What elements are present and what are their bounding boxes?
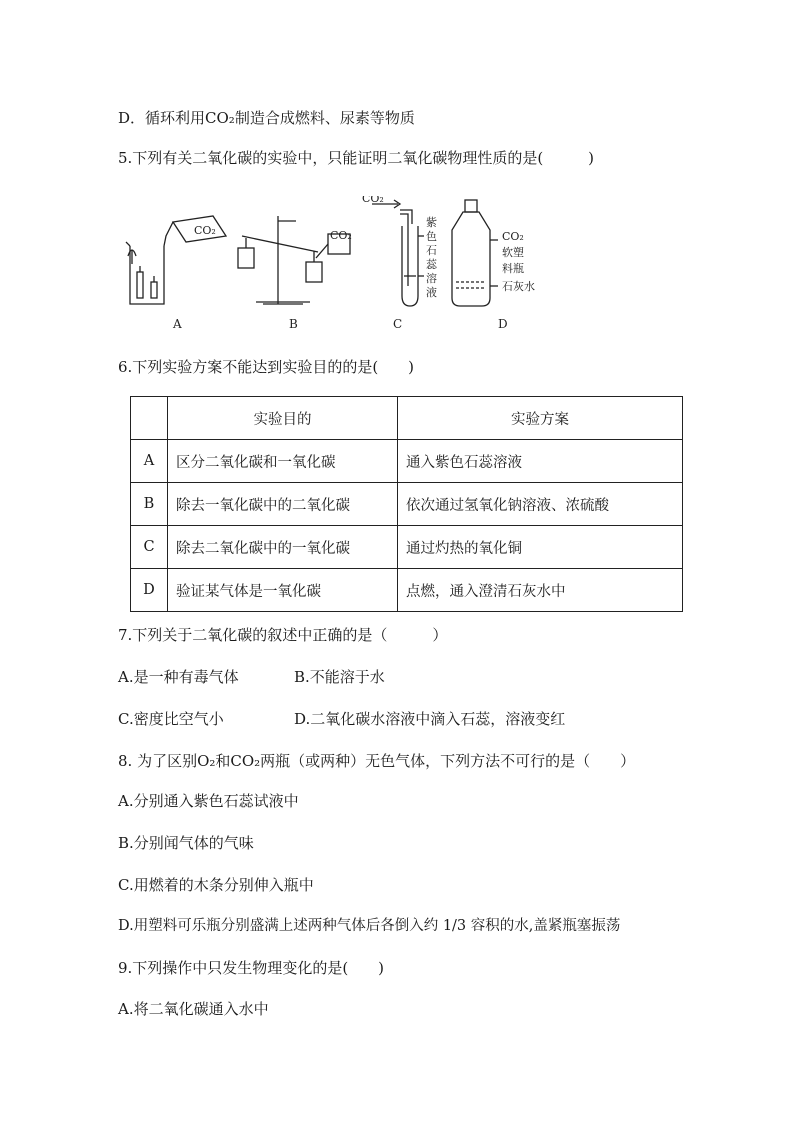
q6-stem: 6.下列实验方案不能达到实验目的的是( )	[118, 358, 415, 376]
c-side-label-4: 溶	[426, 272, 437, 285]
label-a: A	[173, 317, 182, 331]
table-cell: 除去一氧化碳中的二氧化碳	[168, 483, 398, 526]
q7-stem: 7.下列关于二氧化碳的叙述中正确的是（ ）	[118, 626, 448, 644]
q7-option-a: A.是一种有毒气体	[118, 668, 239, 686]
apparatus-c	[372, 200, 424, 306]
table-cell: 区分二氧化碳和一氧化碳	[168, 440, 398, 483]
q8-option-a: A.分别通入紫色石蕊试液中	[118, 792, 299, 810]
q8-option-b: B.分别闻气体的气味	[118, 834, 254, 852]
table-header-row	[131, 397, 683, 440]
d-lime-label: 石灰水	[502, 280, 535, 293]
table-cell: 点燃，通入澄清石灰水中	[398, 569, 683, 612]
q5-apparatus-diagram	[118, 196, 558, 336]
table-header-cell: 实验目的	[168, 397, 398, 440]
co2-label-c: CO₂	[362, 196, 384, 205]
q8-stem: 8. 为了区别O₂和CO₂两瓶（或两种）无色气体，下列方法不可行的是（ ）	[118, 752, 636, 770]
table-cell: 通过灼热的氧化铜	[398, 526, 683, 569]
table-cell: A	[131, 440, 168, 483]
table-cell: D	[131, 569, 168, 612]
c-side-label-0: 紫	[426, 216, 437, 229]
table-row	[131, 440, 683, 483]
table-cell: 验证某气体是一氧化碳	[168, 569, 398, 612]
table-cell: 依次通过氢氧化钠溶液、浓硫酸	[398, 483, 683, 526]
c-side-label-2: 石	[426, 244, 437, 257]
q6-table	[130, 396, 683, 612]
d-co2-label: CO₂	[502, 230, 524, 243]
q7-option-d: D.二氧化碳水溶液中滴入石蕊，溶液变红	[294, 710, 566, 728]
q4-option-d: D．循环利用CO₂制造合成燃料、尿素等物质	[118, 109, 415, 127]
apparatus-d	[452, 200, 498, 306]
q9-stem: 9.下列操作中只发生物理变化的是( )	[118, 959, 385, 977]
table-cell: C	[131, 526, 168, 569]
table-cell: 除去二氧化碳中的一氧化碳	[168, 526, 398, 569]
label-c: C	[393, 317, 403, 331]
q7-option-b: B.不能溶于水	[294, 668, 385, 686]
co2-label-b: CO₂	[330, 229, 352, 242]
q5-stem: 5.下列有关二氧化碳的实验中，只能证明二氧化碳物理性质的是( )	[118, 149, 595, 167]
c-side-label-1: 色	[426, 230, 437, 243]
table-header-cell	[131, 397, 168, 440]
table-row	[131, 483, 683, 526]
table-row	[131, 569, 683, 612]
q8-option-d: D.用塑料可乐瓶分别盛满上述两种气体后各倒入约 1/3 容积的水,盖紧瓶塞振荡	[118, 918, 621, 934]
d-bottle-label-1: 料瓶	[502, 262, 524, 275]
table-cell: 通入紫色石蕊溶液	[398, 440, 683, 483]
q7-option-c: C.密度比空气小	[118, 710, 224, 728]
table-row	[131, 526, 683, 569]
q9-option-a: A.将二氧化碳通入水中	[118, 1000, 269, 1018]
label-b: B	[289, 317, 298, 331]
label-d: D	[498, 317, 508, 331]
c-side-label-3: 蕊	[426, 258, 437, 271]
co2-label-a: CO₂	[194, 224, 216, 237]
q8-option-c: C.用燃着的木条分别伸入瓶中	[118, 876, 314, 894]
c-side-label-5: 液	[426, 286, 437, 299]
table-header-cell: 实验方案	[398, 397, 683, 440]
q5-figure	[118, 196, 558, 336]
table-cell: B	[131, 483, 168, 526]
d-bottle-label-0: 软塑	[502, 246, 524, 259]
